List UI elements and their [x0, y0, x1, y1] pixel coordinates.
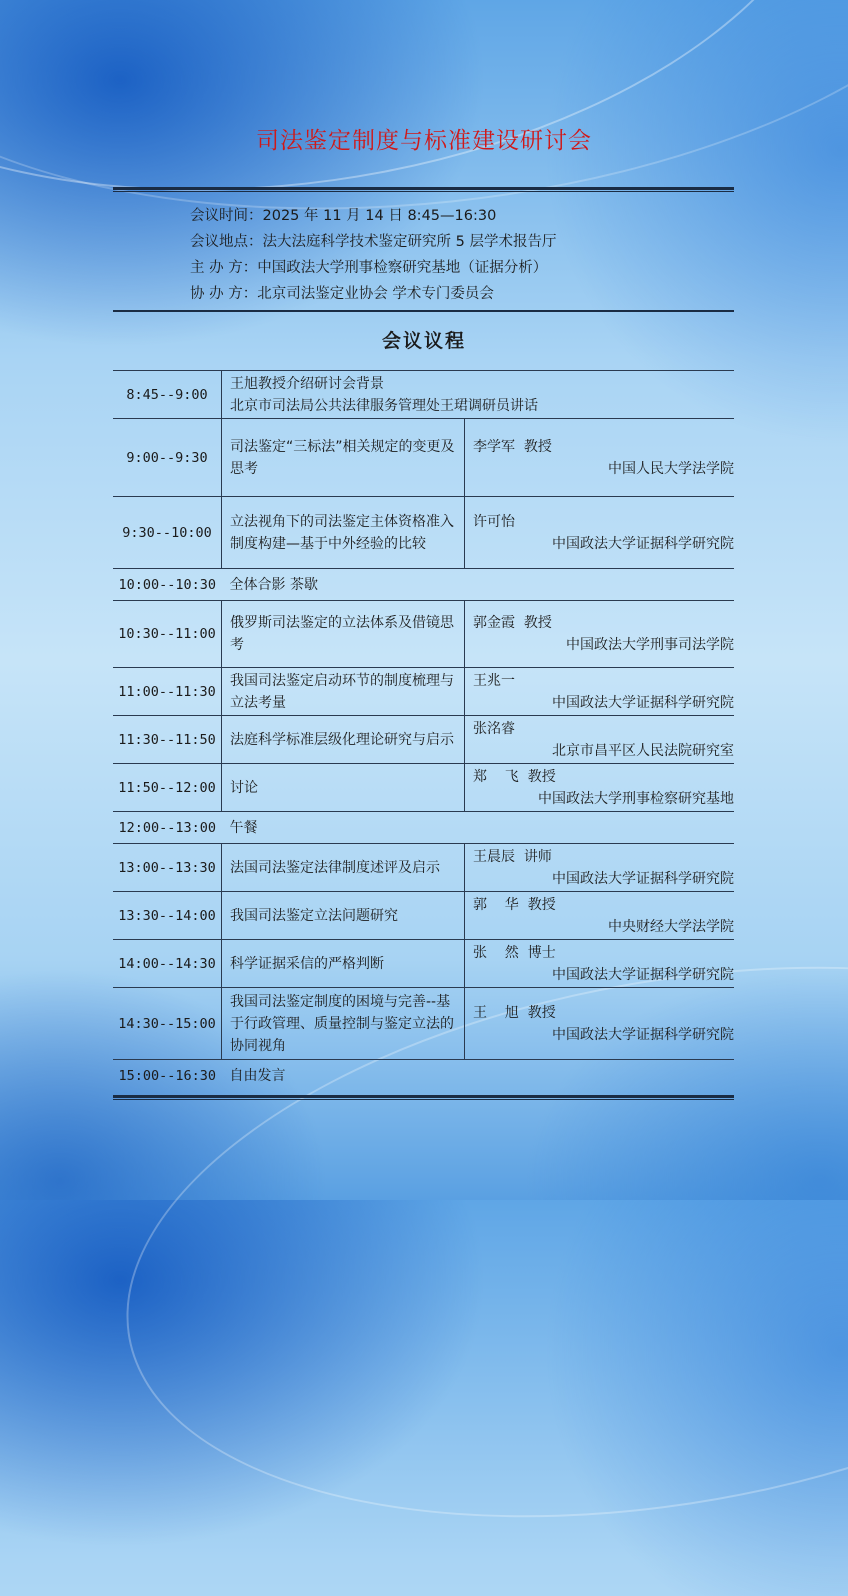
- agenda-item: 全体合影 茶歇: [222, 569, 735, 601]
- page-title: 司法鉴定制度与标准建设研讨会: [256, 128, 592, 154]
- agenda-topic: 科学证据采信的严格判断: [222, 940, 465, 988]
- agenda-time: 11:50--12:00: [113, 764, 222, 812]
- agenda-row: [113, 1060, 734, 1092]
- agenda-row: [113, 988, 734, 1060]
- agenda-row: [113, 601, 734, 668]
- agenda-topic: 我国司法鉴定制度的困境与完善--基于行政管理、质量控制与鉴定立法的协同视角: [222, 988, 465, 1060]
- speaker-affiliation: 中国政法大学证据科学研究院: [552, 1026, 734, 1043]
- speaker-affiliation: 中国政法大学证据科学研究院: [552, 966, 734, 983]
- agenda-item: 午餐: [222, 812, 735, 844]
- agenda-speaker: [465, 844, 735, 892]
- info-label: 主 办 方：: [190, 260, 258, 276]
- info-label: 会议地点：: [190, 234, 263, 250]
- info-time: [190, 203, 556, 229]
- agenda-time: 10:00--10:30: [113, 569, 222, 601]
- agenda-row: [113, 419, 734, 497]
- info-value: 中国政法大学刑事检察研究基地（证据分析）: [257, 260, 548, 276]
- divider: [113, 187, 734, 190]
- agenda-row: [113, 764, 734, 812]
- speaker-name: 王 旭 教授: [473, 1004, 556, 1021]
- speaker-affiliation: 中国政法大学证据科学研究院: [552, 694, 734, 711]
- agenda-row: [113, 812, 734, 844]
- info-label: 协 办 方：: [190, 286, 258, 302]
- agenda-time: 14:30--15:00: [113, 988, 222, 1060]
- agenda-time: 13:30--14:00: [113, 892, 222, 940]
- speaker-name: 李学军 教授: [473, 438, 552, 455]
- agenda-time: 12:00--13:00: [113, 812, 222, 844]
- agenda-time: 9:00--9:30: [113, 419, 222, 497]
- agenda-speaker: [465, 988, 735, 1060]
- agenda-item: [222, 371, 735, 419]
- agenda-row: [113, 716, 734, 764]
- agenda-topic: 我国司法鉴定启动环节的制度梳理与立法考量: [222, 668, 465, 716]
- agenda-time: 10:30--11:00: [113, 601, 222, 668]
- speaker-name: 许可怡: [473, 513, 515, 530]
- agenda-line: 王旭教授介绍研讨会背景: [230, 375, 384, 392]
- agenda-table: [113, 370, 734, 1092]
- agenda-row: [113, 569, 734, 601]
- info-venue: [190, 229, 556, 255]
- agenda-topic: 司法鉴定“三标法”相关规定的变更及思考: [222, 419, 465, 497]
- agenda-item: 自由发言: [222, 1060, 735, 1092]
- agenda-time: 11:00--11:30: [113, 668, 222, 716]
- speaker-affiliation: 中央财经大学法学院: [608, 918, 734, 935]
- agenda-speaker: [465, 764, 735, 812]
- agenda-heading: 会议议程: [381, 330, 466, 352]
- info-co-host: [190, 281, 556, 307]
- agenda-topic: 俄罗斯司法鉴定的立法体系及借镜思考: [222, 601, 465, 668]
- agenda-row: [113, 371, 734, 419]
- agenda-speaker: [465, 601, 735, 668]
- agenda-speaker: [465, 716, 735, 764]
- divider: [113, 1095, 734, 1098]
- speaker-name: 张洺睿: [473, 720, 515, 737]
- agenda-time: 15:00--16:30: [113, 1060, 222, 1092]
- info-value: 法大法庭科学技术鉴定研究所 5 层学术报告厅: [262, 234, 557, 250]
- agenda-speaker: [465, 497, 735, 569]
- info-value: 北京司法鉴定业协会 学术专门委员会: [257, 286, 494, 302]
- agenda-time: 11:30--11:50: [113, 716, 222, 764]
- agenda-row: [113, 668, 734, 716]
- agenda-time: 14:00--14:30: [113, 940, 222, 988]
- agenda-topic: 我国司法鉴定立法问题研究: [222, 892, 465, 940]
- agenda-row: [113, 844, 734, 892]
- speaker-affiliation: 中国政法大学证据科学研究院: [552, 870, 734, 887]
- speaker-affiliation: 中国政法大学刑事检察研究基地: [538, 790, 734, 807]
- agenda-speaker: [465, 892, 735, 940]
- agenda-topic: 法国司法鉴定法律制度述评及启示: [222, 844, 465, 892]
- divider: [113, 310, 734, 312]
- speaker-name: 张 然 博士: [473, 944, 556, 961]
- meeting-info: [190, 203, 556, 307]
- info-label: 会议时间：: [190, 208, 263, 224]
- speaker-affiliation: 中国政法大学刑事司法学院: [566, 637, 734, 653]
- speaker-affiliation: 中国人民大学法学院: [608, 460, 734, 477]
- speaker-affiliation: 北京市昌平区人民法院研究室: [552, 742, 734, 759]
- info-value: 2025 年 11 月 14 日 8:45—16:30: [262, 208, 497, 224]
- agenda-time: 9:30--10:00: [113, 497, 222, 569]
- agenda-row: [113, 892, 734, 940]
- agenda-topic: 立法视角下的司法鉴定主体资格准入制度构建—基于中外经验的比较: [222, 497, 465, 569]
- speaker-name: 郭金霞 教授: [473, 615, 552, 631]
- agenda-row: [113, 940, 734, 988]
- agenda-time: 13:00--13:30: [113, 844, 222, 892]
- speaker-name: 郭 华 教授: [473, 896, 556, 913]
- agenda-speaker: [465, 419, 735, 497]
- agenda-line: 北京市司法局公共法律服务管理处王珺调研员讲话: [230, 397, 538, 414]
- info-host: [190, 255, 556, 281]
- agenda-time: 8:45--9:00: [113, 371, 222, 419]
- speaker-name: 王晨辰 讲师: [473, 848, 552, 865]
- speaker-affiliation: 中国政法大学证据科学研究院: [552, 535, 734, 552]
- agenda-row: [113, 497, 734, 569]
- speaker-name: 郑 飞 教授: [473, 768, 556, 785]
- agenda-speaker: [465, 668, 735, 716]
- agenda-topic: 法庭科学标准层级化理论研究与启示: [222, 716, 465, 764]
- agenda-topic: 讨论: [222, 764, 465, 812]
- speaker-name: 王兆一: [473, 672, 515, 689]
- agenda-speaker: [465, 940, 735, 988]
